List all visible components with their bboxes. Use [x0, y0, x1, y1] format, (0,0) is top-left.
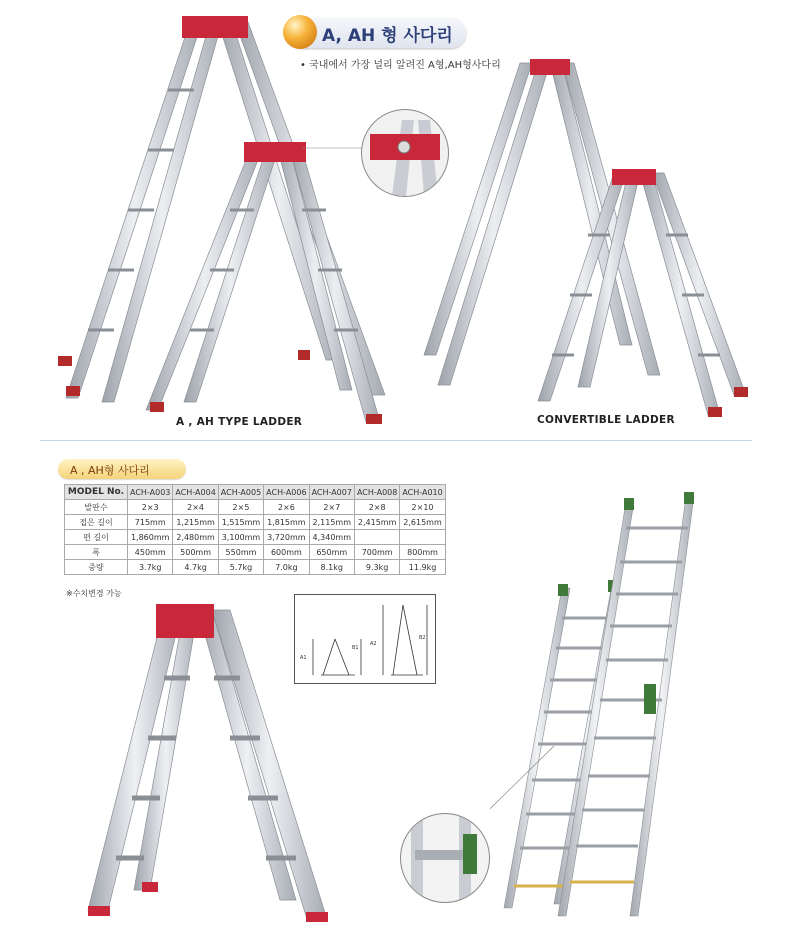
dim-label-a1: A1	[300, 655, 307, 661]
table-cell: 3,100mm	[218, 530, 263, 545]
lock-zoom-circle	[400, 813, 490, 903]
model-col: ACH-A005	[218, 485, 263, 500]
table-cell: 2×10	[400, 500, 445, 515]
model-col: ACH-A010	[400, 485, 445, 500]
table-cell: 2×3	[128, 500, 173, 515]
table-cell: 4.7kg	[173, 560, 218, 575]
table-cell: 2×7	[309, 500, 354, 515]
row-label: 편 길이	[65, 530, 128, 545]
row-label: 발판수	[65, 500, 128, 515]
table-cell: 4,340mm	[309, 530, 354, 545]
model-col: ACH-A004	[173, 485, 218, 500]
table-cell: 8.1kg	[309, 560, 354, 575]
row-label: 폭	[65, 545, 128, 560]
row-label: 접은 길이	[65, 515, 128, 530]
table-row	[65, 515, 446, 530]
spec-note: ※수치변경 가능	[66, 589, 122, 598]
table-cell	[400, 530, 445, 545]
row-label: 중량	[65, 560, 128, 575]
convertible-caption: CONVERTIBLE LADDER	[537, 414, 675, 426]
table-cell: 450mm	[128, 545, 173, 560]
table-cell: 2,415mm	[354, 515, 399, 530]
table-row	[65, 545, 446, 560]
table-cell: 550mm	[218, 545, 263, 560]
table-cell	[354, 530, 399, 545]
dim-label-b1: B1	[352, 645, 359, 651]
table-cell: 600mm	[264, 545, 309, 560]
model-col: ACH-A007	[309, 485, 354, 500]
dim-label-a2: A2	[370, 641, 377, 647]
model-col: ACH-A008	[354, 485, 399, 500]
table-cell: 650mm	[309, 545, 354, 560]
convertible-ladder-photo	[420, 55, 760, 425]
small-a-ladder	[146, 142, 382, 424]
model-col: ACH-A006	[264, 485, 309, 500]
table-cell: 500mm	[173, 545, 218, 560]
table-cell: 1,515mm	[218, 515, 263, 530]
table-cell: 2,480mm	[173, 530, 218, 545]
a-ah-type-caption: A , AH TYPE LADDER	[176, 416, 303, 428]
table-cell: 700mm	[354, 545, 399, 560]
table-cell: 2×8	[354, 500, 399, 515]
model-col: ACH-A003	[128, 485, 173, 500]
table-cell: 2×5	[218, 500, 263, 515]
table-row	[65, 560, 446, 575]
page-subtitle: • 국내에서 가장 널리 알려진 A형,AH형사다리	[300, 60, 501, 71]
spec-table	[64, 484, 446, 575]
table-cell: 3,720mm	[264, 530, 309, 545]
table-cell: 5.7kg	[218, 560, 263, 575]
table-row	[65, 530, 446, 545]
table-cell: 7.0kg	[264, 560, 309, 575]
table-cell: 9.3kg	[354, 560, 399, 575]
table-cell: 715mm	[128, 515, 173, 530]
table-cell: 2,615mm	[400, 515, 445, 530]
table-cell: 11.9kg	[400, 560, 445, 575]
table-row	[65, 500, 446, 515]
extension-ladder-photo	[490, 488, 710, 920]
a-ah-ladder-photo	[40, 10, 400, 430]
a-ladder-large-photo	[80, 600, 340, 926]
table-cell: 1,215mm	[173, 515, 218, 530]
table-cell: 800mm	[400, 545, 445, 560]
table-header-row	[65, 485, 446, 500]
table-cell: 1,815mm	[264, 515, 309, 530]
page-title: A, AH 형 사다리	[322, 26, 453, 46]
section-divider	[40, 440, 752, 441]
table-cell: 2,115mm	[309, 515, 354, 530]
model-header: MODEL No.	[65, 485, 128, 500]
table-cell: 3.7kg	[128, 560, 173, 575]
dim-label-b2: B2	[419, 635, 426, 641]
table-cell: 1,860mm	[128, 530, 173, 545]
section-label: A , AH형 사다리	[70, 464, 150, 477]
table-cell: 2×6	[264, 500, 309, 515]
table-cell: 2×4	[173, 500, 218, 515]
